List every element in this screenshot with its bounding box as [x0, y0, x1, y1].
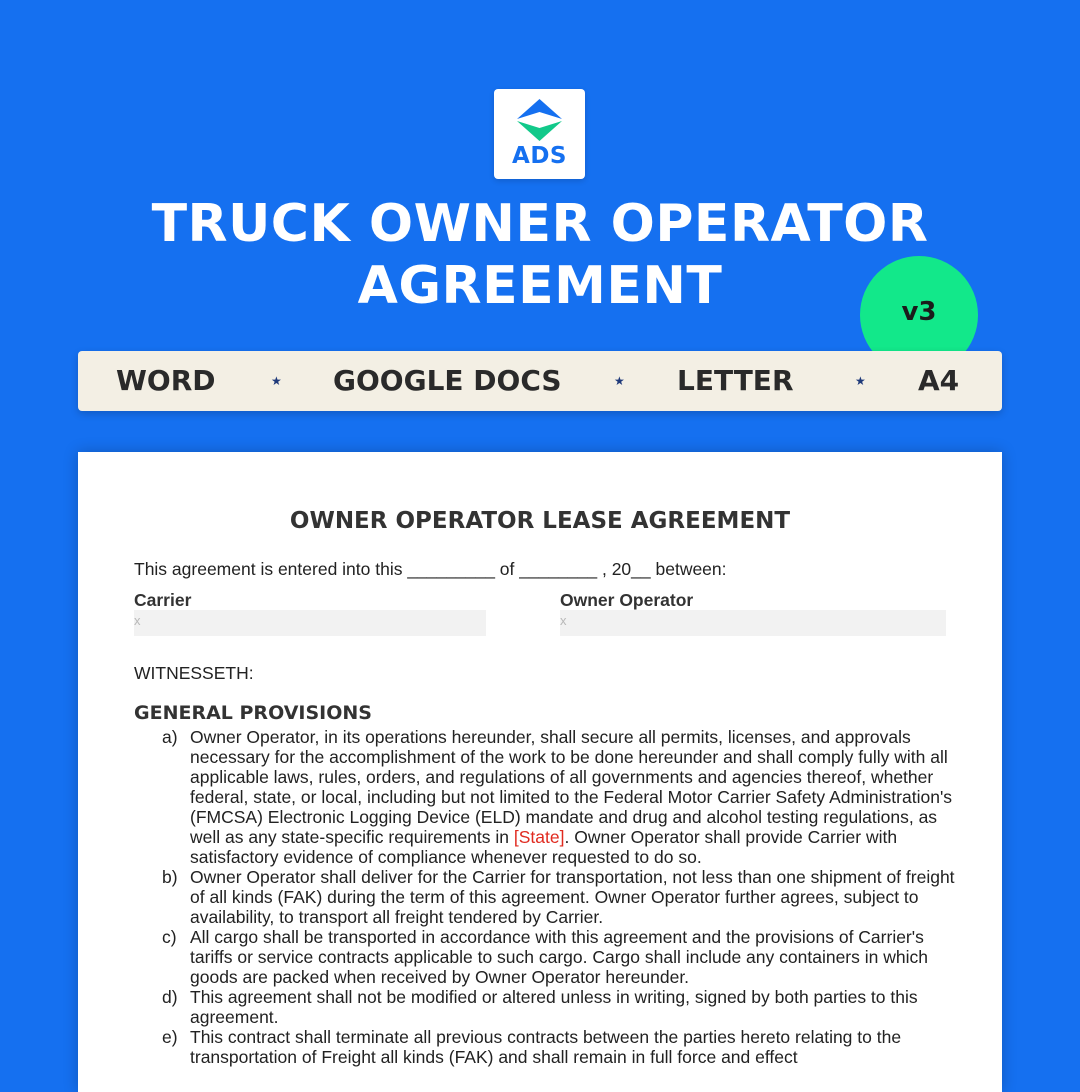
star-icon: ★	[614, 374, 625, 388]
owner-operator-label: Owner Operator	[560, 590, 694, 610]
formats-bar	[78, 351, 1002, 411]
provision-item	[162, 1027, 962, 1067]
logo-text: ADS	[512, 143, 567, 169]
chevron-logo-icon	[509, 99, 570, 143]
provision-item	[162, 727, 962, 867]
document-title: OWNER OPERATOR LEASE AGREEMENT	[289, 508, 791, 534]
witnesseth-text: WITNESSETH:	[134, 663, 254, 683]
star-icon: ★	[271, 374, 282, 388]
format-letter: LETTER	[677, 364, 794, 397]
provision-marker: e)	[162, 1027, 178, 1047]
provision-marker: b)	[162, 867, 178, 887]
provision-marker: a)	[162, 727, 178, 747]
provision-item	[162, 867, 962, 927]
provision-text: All cargo shall be transported in accordance with this agreement and the provisions of Carrier's tariffs or service contracts applicable to such cargo. Cargo shall include any containers in which goods are packed when received by Owner Operator hereunder.	[190, 927, 928, 987]
provision-text: Owner Operator, in its operations hereunder, shall secure all permits, licenses, and approvals necessary for the accomplishment of the work to be done hereunder and shall comply fully with all applicable laws, rules, orders, and regulations of all governments and agencies thereof, whether federal, state, or local, including but not limited to the Federal Motor Carrier Safety Administration's (FMCSA) Electronic Logging Device (ELD) mandate and drug and alcohol testing regulations, as well as any state-specific requirements in	[190, 727, 953, 847]
provision-item	[162, 987, 962, 1027]
format-google-docs: GOOGLE DOCS	[333, 364, 562, 397]
carrier-field[interactable]: x	[134, 610, 486, 636]
provision-marker: c)	[162, 927, 177, 947]
provision-marker: d)	[162, 987, 178, 1007]
state-placeholder: [State]	[513, 827, 565, 847]
format-a4: A4	[918, 364, 960, 397]
provision-text: This agreement shall not be modified or altered unless in writing, signed by both parties to this agreement.	[190, 987, 918, 1027]
page-title-line-1: TRUCK OWNER OPERATOR	[151, 194, 929, 254]
star-icon: ★	[855, 374, 866, 388]
provision-text-after: . Owner Operator shall provide Carrier with satisfactory evidence of compliance whenever requested to do so.	[190, 827, 898, 867]
format-word: WORD	[116, 364, 216, 397]
provision-text: Owner Operator shall deliver for the Carrier for transportation, not less than one shipment of freight of all kinds (FAK) during the term of this agreement. Owner Operator further agrees, subject to availability, to transport all freight tendered by Carrier.	[190, 867, 955, 927]
version-badge: v3	[860, 256, 978, 374]
provision-item	[162, 927, 962, 987]
ads-logo	[494, 89, 585, 179]
document-preview	[78, 452, 1002, 1092]
section-heading: GENERAL PROVISIONS	[134, 702, 372, 724]
owner-operator-field[interactable]: x	[560, 610, 946, 636]
page-title-line-2: AGREEMENT	[357, 256, 723, 316]
provision-text: This contract shall terminate all previous contracts between the parties hereto relating to the transportation of Freight all kinds (FAK) and shall remain in full force and effect	[190, 1027, 902, 1067]
carrier-label: Carrier	[134, 590, 192, 610]
provisions-list	[162, 727, 962, 1067]
intro-text: This agreement is entered into this _________ of ________ , 20__ between:	[134, 559, 727, 579]
